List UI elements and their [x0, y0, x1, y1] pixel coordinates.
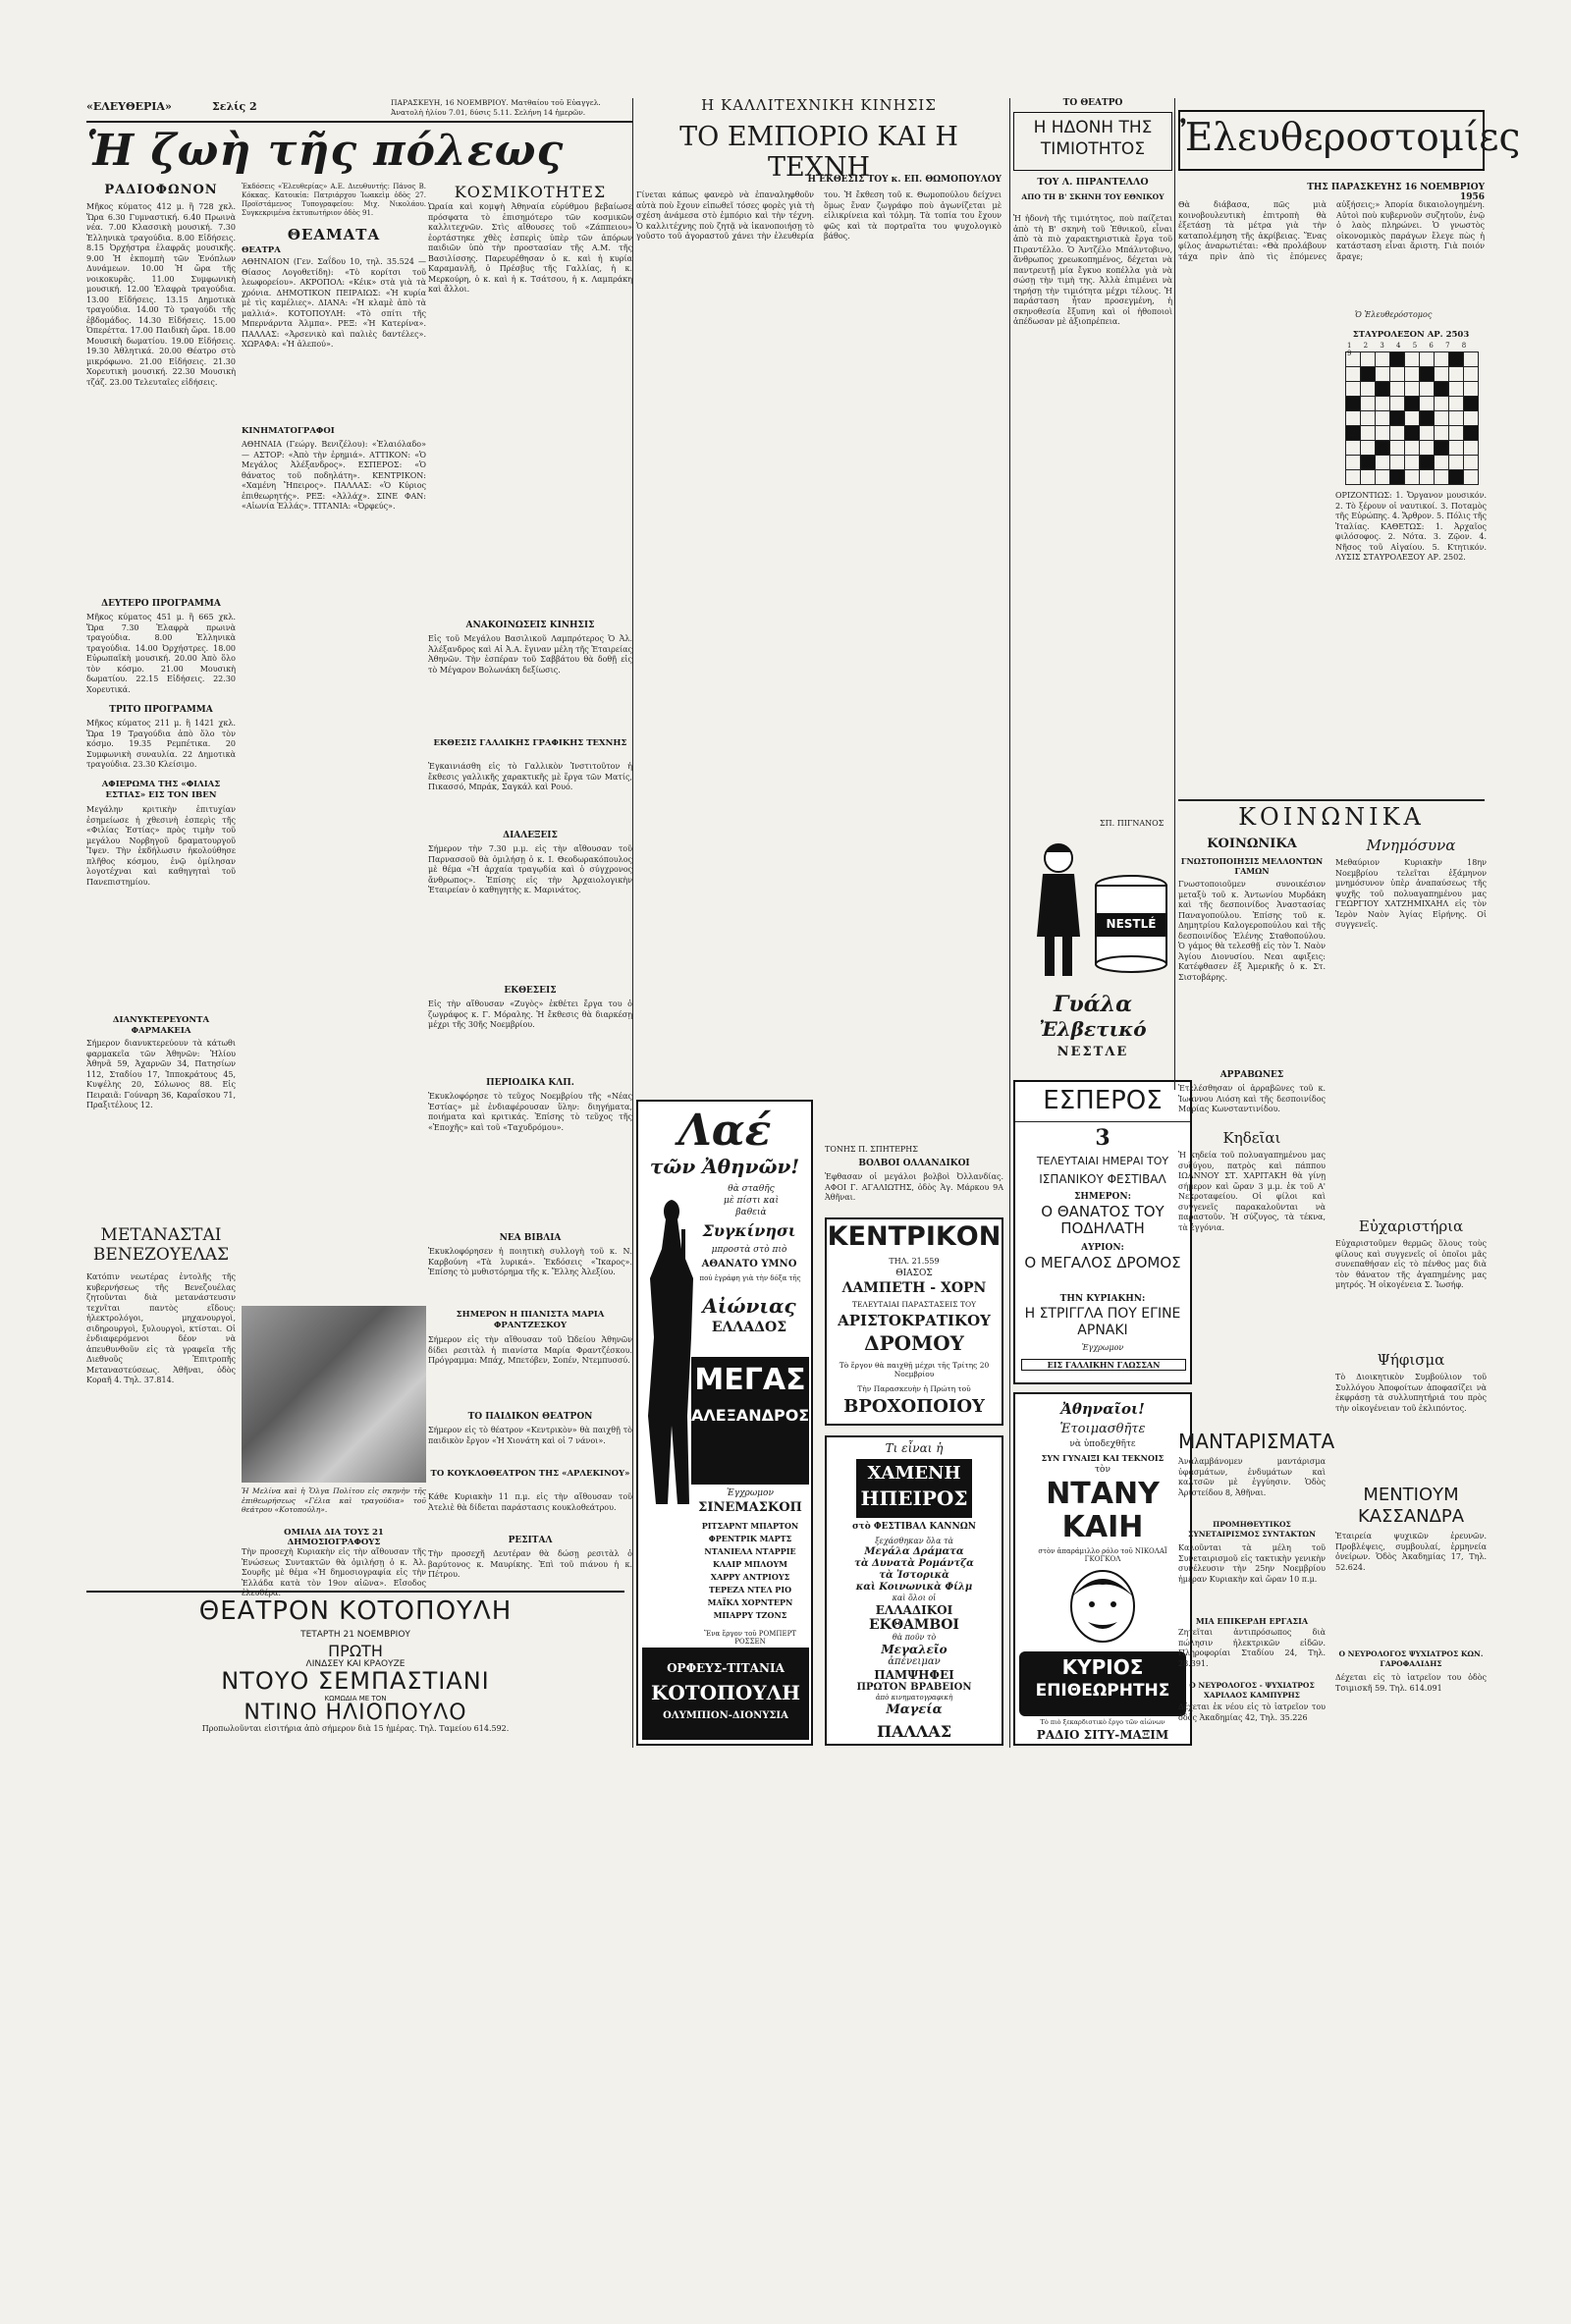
- cast-member: ΜΠΑΡΡΥ ΤΖΟΝΣ: [713, 1610, 787, 1620]
- periodicals-heading: ΠΕΡΙΟΔΙΚΑ ΚΛΠ.: [486, 1078, 574, 1088]
- inspector-l5: στὸν ἀπαράμιλλο ρόλο τοῦ ΝΙΚΟΛΑΪ ΓΚΟΓΚΟΛ: [1038, 1547, 1167, 1563]
- medium-ad-heading: ΜΕΝΤΙΟΥΜ ΚΑΣΣΑΝΔΡΑ: [1357, 1485, 1465, 1527]
- weddings-heading: ΓΝΩΣΤΟΠΟΙΗΣΙΣ ΜΕΛΛΟΝΤΩΝ ΓΑΜΩΝ: [1180, 856, 1324, 876]
- ibsen-text: Μεγάλην κριτικὴν ἐπιτυχίαν ἐσημείωσε ἡ χθεσινὴ ἑσπερὶς τῆς «Φιλίας Ἑστίας» πρὸς τιμὴν τοῦ μεγάλου Νορβηγοῦ δραματουργοῦ Ἴψεν. Τὴν ἐκδήλωσιν ἠκολούθησε πλῆθος κόσμου, ἐνῷ ὁμίλησαν λογοτέχναι καὶ καθηγηταὶ τοῦ Πανεπιστημίου.: [86, 805, 236, 887]
- ad-line5: βαθειὰ: [735, 1208, 767, 1217]
- kentrikon-phone: ΤΗΛ. 21.559: [889, 1257, 940, 1266]
- esperos-fest: ΙΣΠΑΝΙΚΟΥ ΦΕΣΤΙΒΑΛ: [1039, 1172, 1166, 1186]
- second-program-text: Μῆκος κύματος 451 μ. ἢ 665 χκλ. Ὥρα 7.30 Ἐλαφρὰ πρωινὰ τραγούδια. 8.00 Ἑλληνικὰ τραγούδια. 14.00 Ὀρχήστρες. 18.00 Εὐρωπαϊκὴ μουσική. 20.00 Ἀπὸ ὅλο τὸν κόσμο. 21.00 Μουσικὴ δωματίου. 22.15 Εἰδήσεις. 22.30 Χορευτικά.: [86, 613, 236, 694]
- kids-theatre-heading: ΤΟ ΠΑΙΔΙΚΟΝ ΘΕΑΤΡΟΝ: [467, 1412, 593, 1422]
- lost-question: Τι εἶναι ἡ: [885, 1441, 944, 1455]
- pharmacy-text: Σήμερον διανυκτερεύουν τὰ κάτωθι φαρμακεῖα τῶν Ἀθηνῶν: Ἡλίου Ἀθηνᾶ 59, Ἀχαρνῶν 34, Πατησίων 112, Σταδίου 17, Ἱπποκράτους 45, Κυψέλης 20, Σόλωνος 88. Εἰς Πειραιᾶ: Γούναρη 36, Καραΐσκου 71, Πραξιτέλους 12.: [86, 1039, 236, 1109]
- lost-line: καὶ Κοινωνικὰ Φίλμ: [855, 1582, 973, 1593]
- exhibitions-text: Εἰς τὴν αἴθουσαν «Ζυγὸς» ἐκθέτει ἔργα του ὁ ζωγράφος κ. Γ. Μόραλης. Ἡ ἔκθεσις θὰ διαρκέσῃ μέχρι τῆς 30ῆς Νοεμβρίου.: [428, 1000, 632, 1029]
- ad-film-title-2: ΑΛΕΞΑΝΔΡΟΣ: [691, 1406, 810, 1425]
- great-alexander-ad: [636, 1100, 813, 1746]
- ad-color: Ἐγχρωμον: [727, 1488, 774, 1498]
- page-label: Σελίς 2: [212, 100, 257, 113]
- kotopouli-premiere: ΠΡΩΤΗ: [328, 1642, 383, 1660]
- inspector-l3: ΣΥΝ ΓΥΝΑΙΞΙ ΚΑΙ ΤΕΚΝΟΙΣ: [1041, 1453, 1165, 1463]
- nestle-brand: NESTLÉ: [1106, 917, 1157, 931]
- ibsen-heading: ΑΦΙΕΡΩΜΑ ΤΗΣ «ΦΙΛΙΑΣ ΕΣΤΙΑΣ» ΕΙΣ ΤΟΝ ΙΒΕΝ: [101, 780, 221, 800]
- theatre-review-text: Ἡ ἡδονὴ τῆς τιμιότητος, ποὺ παίζεται ἀπὸ τὴ Β' σκηνὴ τοῦ Ἐθνικοῦ, εἶναι ἀπὸ τὰ πιὸ χαρακτηριστικὰ ἔργα τοῦ Πιραντέλλο. Ὁ Ἀντζέλο Μπάλντοβινο, ἄνθρωπος χρεωκοπημένος, δέχεται νὰ παντρευτῇ μία ἔγκυο κοπέλλα γιὰ νὰ σώσῃ τὴν τιμὴ της. Ἀλλὰ ἐπιμένει νὰ τηρήσῃ τὴν τιμιότητα μέχρι τέλους. Ἡ παράσταση ἦταν προσεγμένη, ἡ σκηνοθεσία ἔξυπνη καὶ οἱ ἠθοποιοὶ ἀπέδωσαν μὲ ἀξιοπρέπεια.: [1013, 214, 1172, 326]
- puppet-text: Κάθε Κυριακὴν 11 π.μ. εἰς τὴν αἴθουσαν τοῦ Ἀτελιὲ θὰ δίδεται παράστασις κουκλοθεάτρου.: [428, 1492, 632, 1512]
- lost-line: καὶ ὅλοι οἱ: [892, 1594, 937, 1602]
- art-article-subtitle: Η ΕΚΘΕΣΙΣ ΤΟΥ κ. ΕΠ. ΘΩΜΟΠΟΥΛΟΥ: [807, 175, 1002, 185]
- esperos-film-2: Ο ΜΕΓΑΛΟΣ ΔΡΟΜΟΣ: [1024, 1254, 1181, 1271]
- ad-line8: ΑΘΑΝΑΤΟ ΥΜΝΟ: [701, 1259, 797, 1270]
- exhibitions-heading: ΕΚΘΕΣΕΙΣ: [504, 986, 557, 996]
- lost-festival: στὸ ΦΕΣΤΙΒΑΛ ΚΑΝΝΩΝ: [852, 1522, 976, 1532]
- theatres-text: ΑΘΗΝΑΙΟΝ (Γεν. Σαΐδου 10, τηλ. 35.524 — Θίασος Λογοθετίδη): «Τὸ κορίτσι τοῦ λεωφορείου». ΑΚΡΟΠΟΛ: «Κέικ» στὰ γιὰ τὰ χρόνια. ΔΗΜΟΤΙΚΟΝ ΠΕΙΡΑΙΩΣ: «Ἡ κυρία μὲ τὶς καμέλιες». ΔΙΑΝΑ: «Ἡ κλαμὲ ἀπὸ τὰ μαλλιά». ΚΟΤΟΠΟΥΛΗ: «Τὸ σπίτι τῆς Μπερνάρντα Άλμπα». ΡΕΞ: «Ἡ Κατερίνα». ΠΑΛΛΑΣ: «Ἀρσενικὸ καὶ παλιὲς δαντέλες». ΧΩΡΑΦΑ: «Ἡ ἀλεπού».: [242, 257, 426, 349]
- inspector-l2: νὰ ὑποδεχθῆτε: [1069, 1439, 1136, 1449]
- lost-lines: [827, 1536, 1002, 1717]
- kids-theatre-text: Σήμερον εἰς τὸ θέατρον «Κεντρικὸν» θὰ παιχθῇ τὸ παιδικὸν ἔργον «Ἡ Χιονάτη καὶ οἱ 7 νάνοι».: [428, 1426, 632, 1445]
- kotopouli-theatre-ad: [86, 1591, 624, 1725]
- kotopouli-date: ΤΕΤΑΡΤΗ 21 ΝΟΕΜΒΡΙΟΥ: [300, 1630, 410, 1640]
- cast-member: ΝΤΑΝΙΕΛΑ ΝΤΑΡΡΙΕ: [704, 1546, 796, 1556]
- lectures-heading: ΔΙΑΛΕΞΕΙΣ: [503, 831, 558, 840]
- crossword-heading: ΣΤΑΥΡΟΛΕΞΟΝ ΑΡ. 2503: [1352, 330, 1470, 340]
- inspector-film-1: ΚΥΡΙΟΣ: [1061, 1655, 1144, 1679]
- danny-kaye-portrait: [1058, 1567, 1147, 1646]
- lost-line: ΕΛΛΑΔΙΚΟΙ: [875, 1603, 953, 1617]
- cast-member: ΚΛΑΙΡ ΜΠΛΟΥΜ: [712, 1559, 788, 1569]
- pharmacy-heading: ΔΙΑΝΥΚΤΕΡΕΥΟΝΤΑ ΦΑΡΜΑΚΕΙΑ: [112, 1015, 210, 1036]
- weddings-text: Γνωστοποιοῦμεν συνοικέσιον μεταξὺ τοῦ κ. Ἀντωνίου Μυρδάκη καὶ τῆς δεσποινίδος Ἀναστασίας Παναγοπούλου. Ἐπίσης τοῦ κ. Δημητρίου Καλογεροπούλου καὶ τῆς δεσποινίδος Ἑλένης Σταθοπούλου. Ὁ γάμος θὰ τελεσθῇ εἰς τὸν Ἱ. Ναὸν Ἁγίου Διονυσίου. Νεαι αφιξεις: Κατέφθασεν ἐξ Ἀμερικῆς ὁ κ. Στ. Σιστοβάρης.: [1178, 880, 1326, 982]
- society-text: Ὡραία καὶ κομψὴ Ἀθηναία εὐρύθμου βεβαίωσε πρόσφατα τὸ ἐπισημότερο τῶν κοσμικῶν καλλιτεχνῶν. Στὶς αἴθουσες τοῦ «Ζάππειου» ἑορτάστηκε χθὲς ἑσπερὶς ὑπὲρ τῶν ἀπόρων παιδιῶν ὑπὸ τὴν προστασίαν τῆς Α.Μ. τῆς Βασιλίσσης. Παρευρέθησαν ὁ κ. καὶ ἡ κυρία Καραμανλῆ, ὁ Πρέσβυς τῆς Γαλλίας, ἡ κ. Μερκούρη, ὁ κ. καὶ ἡ κ. Τσάτσου, ἡ κ. Λαμπράκη καὶ ἄλλοι.: [428, 202, 632, 294]
- theatre-section-heading: ΤΟ ΘΕΑΤΡΟ: [1062, 98, 1123, 108]
- third-program-text: Μῆκος κύματος 211 μ. ἢ 1421 χκλ. Ὥρα 19 Τραγούδια ἀπὸ ὅλο τὸν κόσμο. 19.35 Ρεμπέτικα. 20 Συμφωνικὴ συναυλία. 22 Δημοτικὰ τραγούδια. 23.30 Κλείσιμο.: [86, 719, 236, 769]
- memorials-text: Μεθαύριον Κυριακὴν 18ην Νοεμβρίου τελεῖται ἑξάμηνον μνημόσυνον ὑπὲρ ἀναπαύσεως τῆς ψυχῆς τοῦ πολυαγαπημένου μας ΓΕΩΡΓΙΟΥ ΧΑΤΖΗΜΙΧΑΗΛ εἰς τὸν Ἱερὸν Ναὸν Ἁγίας Εἰρήνης. Οἱ συγγενεῖς.: [1335, 858, 1487, 929]
- doctor2-heading: Ο ΝΕΥΡΟΛΟΓΟΣ ΨΥΧΙΑΤΡΟΣ ΚΩΝ. ΓΑΡΟΦΑΛΙΔΗΣ: [1338, 1649, 1484, 1668]
- kentrikon-final: ΤΕΛΕΥΤΑΙΑΙ ΠΑΡΑΣΤΑΣΕΙΣ ΤΟΥ: [851, 1300, 977, 1309]
- ad-line9: πού ἐγράφη γιὰ τὴν δόξα τῆς: [699, 1274, 801, 1282]
- thanks-text: Εὐχαριστοῦμεν θερμῶς ὅλους τοὺς φίλους καὶ συγγενεῖς οἱ ὁποῖοι μᾶς συνεπαθήσαν εἰς τὸ πένθος μας διὰ τὸν θάνατον τῆς ἀγαπημένης μας μητρός. Ἡ οἰκογένεια Σ. Ἰωσήφ.: [1335, 1239, 1487, 1289]
- lost-line: ΕΚΘΑΜΒΟΙ: [869, 1617, 959, 1633]
- kotopouli-star: ΝΤΙΝΟ ΗΛΙΟΠΟΥΛΟ: [244, 1701, 467, 1725]
- nestle-line2: Ἐλβετικό: [1039, 1017, 1147, 1041]
- esperos-number: 3: [1095, 1125, 1111, 1151]
- cinemas-heading: ΚΙΝΗΜΑΤΟΓΡΑΦΟΙ: [242, 426, 335, 436]
- inspector-general-ad: [1013, 1392, 1192, 1746]
- lecture-heading: ΟΜΙΛΙΑ ΔΙΑ ΤΟΥΣ 21 ΔΗΜΟΣΙΟΓΡΑΦΟΥΣ: [284, 1528, 384, 1547]
- job-heading: ΜΙΑ ΕΠΙΚΕΡΔΗ ΕΡΓΑΣΙΑ: [1195, 1616, 1309, 1626]
- esperos-tomorrow: ΑΥΡΙΟΝ:: [1081, 1243, 1124, 1253]
- lost-title-2: ΗΠΕΙΡΟΣ: [860, 1486, 968, 1510]
- kentrikon-note: Τὸ ἔργον θὰ παιχθῇ μέχρι τῆς Τρίτης 20 Νοεμβρίου: [839, 1361, 990, 1378]
- ad-cinema-block: [642, 1648, 809, 1740]
- lost-title-1: ΧΑΜΕΝΗ: [867, 1463, 961, 1484]
- puppet-heading: ΤΟ ΚΟΥΚΛΟΘΕΑΤΡΟΝ ΤΗΣ «ΑΡΛΕΚΙΝΟΥ»: [430, 1469, 630, 1479]
- social-sub: ΚΟΙΝΩΝΙΚΑ: [1207, 837, 1297, 851]
- ad-lae: Λαέ: [677, 1106, 772, 1156]
- cooperative-text: Καλοῦνται τὰ μέλη τοῦ Συνεταιρισμοῦ εἰς τακτικὴν γενικὴν συνέλευσιν τὴν 25ην Νοεμβρίου ἡμέραν Κυριακὴν καὶ ὥραν 10 π.μ.: [1178, 1543, 1326, 1584]
- cast-member: ΜΑΪΚΛ ΧΟΡΝΤΕΡΝ: [707, 1597, 793, 1607]
- kotopouli-authors: ΛΙΝΔΣΕΥ ΚΑΙ ΚΡΑΟΥΖΕ: [305, 1659, 406, 1669]
- kentrikon-play-2: ΔΡΟΜΟΥ: [864, 1331, 964, 1355]
- announcements-text: Εἰς τοῦ Μεγάλου Βασιλικοῦ Λαμπρότερος Ὁ Ἀλ. Ἀλέξανδρος καὶ Αἱ Ἀ.Α. ἔγιναν μέλη τῆς Ἑταιρείας Ἀθηνῶν. Τὴν ἑσπέραν τοῦ Σαββάτου θὰ δοθῇ εἰς τὸ Μέγαρον Βολωνάκη δεξίωσις.: [428, 634, 632, 675]
- inspector-film-block: [1019, 1651, 1186, 1716]
- medium-ad-text: Ἑταιρεία ψυχικῶν ἐρευνῶν. Προβλέψεις, συμβουλαί, ἑρμηνεία ὀνείρων. Ὁδὸς Ἀκαδημίας 17, Τηλ. 52.624.: [1335, 1532, 1487, 1572]
- art-article-signature: ΤΟΝΗΣ Π. ΣΠΗΤΕΡΗΣ: [825, 1145, 918, 1154]
- lost-line: τὰ Δυνατὰ Ρομάντζα: [854, 1558, 974, 1569]
- kentrikon-next: Τὴν Παρασκευὴν ἡ Πρώτη τοῦ: [857, 1384, 971, 1393]
- esperos-cinema-ad: [1013, 1080, 1192, 1384]
- pianist-heading: ΣΗΜΕΡΟΝ Η ΠΙΑΝΙΣΤΑ ΜΑΡΙΑ ΦΡΑΝΤΖΕΣΚΟΥ: [456, 1310, 605, 1330]
- thanks-heading: Εὐχαριστήρια: [1358, 1217, 1464, 1235]
- lost-line: ΠΡΩΤΟΝ ΒΡΑΒΕΙΟΝ: [856, 1682, 972, 1693]
- free-speech-box: [1178, 110, 1521, 171]
- cast-member: ΡΙΤΣΑΡΝΤ ΜΠΑΡΤΟΝ: [701, 1521, 799, 1531]
- kentrikon-play-1: ΑΡΙΣΤΟΚΡΑΤΙΚΟΥ: [838, 1312, 991, 1329]
- shows-heading: ΘΕΑΜΑΤΑ: [287, 226, 381, 243]
- ad-line7: μπροστὰ στὸ πιὸ: [711, 1245, 787, 1255]
- crossword-clues: ΟΡΙΖΟΝΤΙΩΣ: 1. Ὄργανον μουσικόν. 2. Τὸ ξέρουν οἱ ναυτικοί. 3. Ποταμὸς τῆς Εὐρώπης. 4. Ἄρθρον. 5. Πόλις τῆς Ἰταλίας. ΚΑΘΕΤΩΣ: 1. Ἀρχαῖος φιλόσοφος. 2. Νότα. 3. Ζῷον. 4. Νῆσος τοῦ Αἰγαίου. 5. Κτητικόν. ΛΥΣΙΣ ΣΤΑΥΡΟΛΕΞΟΥ ΑΡ. 2502.: [1335, 491, 1487, 562]
- inspector-star-2: ΚΑΙΗ: [1061, 1510, 1144, 1544]
- art-section-heading: Η ΚΑΛΛΙΤΕΧΝΙΚΗ ΚΙΝΗΣΙΣ: [701, 96, 937, 114]
- paper-name: «ΕΛΕΥΘΕΡΙΑ»: [86, 100, 172, 113]
- ad-scope: ΣΙΝΕΜΑΣΚΟΠ: [698, 1500, 802, 1515]
- inspector-l1: Ἑτοιμασθῆτε: [1059, 1422, 1146, 1436]
- migrants-heading: ΜΕΤΑΝΑΣΤΑΙ ΒΕΝΕΖΟΥΕΛΑΣ: [92, 1225, 230, 1265]
- esperos-name: ΕΣΠΕΡΟΣ: [1043, 1086, 1163, 1115]
- ad-cast-list: [691, 1520, 809, 1622]
- theatre-scene-photo: [242, 1306, 426, 1483]
- periodicals-text: Ἐκυκλοφόρησε τὸ τεῦχος Νοεμβρίου τῆς «Νέας Ἑστίας» μὲ ἐνδιαφέρουσαν ὕλην: διηγήματα, ποιήματα καὶ κριτικάς. Ἐπίσης τὸ τεῦχος τῆς «Ἐποχῆς» καὶ τοῦ «Ταχυδρόμου».: [428, 1092, 632, 1132]
- child-illustration: [1023, 838, 1092, 986]
- esperos-language: ΕΙΣ ΓΑΛΛΙΚΗΝ ΓΛΩΣΣΑΝ: [1021, 1359, 1186, 1371]
- resolution-text: Τὸ Διοικητικὸν Συμβούλιον τοῦ Συλλόγου Ἀποφοίτων ἀποφασίζει νὰ ἐκφράσῃ τὰ συλλυπητήριά του πρὸς τὴν οἰκογένειαν τοῦ ἐκλιπόντος.: [1335, 1373, 1487, 1413]
- lost-line: Μαγεία: [886, 1702, 943, 1717]
- lost-line: ΠΑΜΨΗΦΕΙ: [874, 1668, 954, 1682]
- lectures-text: Σήμερον τὴν 7.30 μ.μ. εἰς τὴν αἴθουσαν τοῦ Παρνασσοῦ θὰ ὁμιλήσῃ ὁ κ. Ι. Θεοδωρακόπουλος μὲ θέμα «Ἡ ἀρχαία τραγῳδία καὶ ὁ σύγχρονος ἄνθρωπος». Ἐπίσης εἰς τὴν Ἀρχαιολογικὴν Ἑταιρείαν ὁ καθηγητὴς κ. Μαρινάτος.: [428, 844, 632, 894]
- theatre-review-title: Η ΗΔΟΝΗ ΤΗΣ ΤΙΜΙΟΤΗΤΟΣ: [1033, 118, 1153, 159]
- ad-line4: μὲ πίστι καὶ: [723, 1196, 779, 1206]
- migrants-text: Κατόπιν νεωτέρας ἐντολῆς τῆς κυβερνήσεως τῆς Βενεζουέλας ζητοῦνται διὰ μετανάστευσιν τεχνῖται παντὸς εἴδους: ἠλεκτρολόγοι, μηχανουργοὶ, σιδηρουργοὶ, ξυλουργοὶ, κτίσται. Οἱ ἐνδιαφερόμενοι δέον νὰ ἀπευθυνθοῦν εἰς τὰ γραφεῖα τῆς Διεθνοῦς Ἐπιτροπῆς Μεταναστεύσεως. Ἀθῆναι, ὁδὸς Κοραῆ 4. Τηλ. 37.814.: [86, 1272, 236, 1384]
- kotopouli-play-title: ΝΤΟΥΟ ΣΕΜΠΑΣΤΙΑΝΙ: [221, 1667, 490, 1695]
- new-books-text: Ἐκυκλοφόρησεν ἡ ποιητικὴ συλλογὴ τοῦ κ. Ν. Καρβούνη «Τὰ λυρικά». Ἐκδόσεις «Ἴκαρος». Ἐπίσης τὸ μυθιστόρημα τῆς κ. Ἔλλης Ἀλεξίου.: [428, 1247, 632, 1276]
- radio-text: Μῆκος κύματος 412 μ. ἢ 728 χκλ. Ὥρα 6.30 Γυμναστική. 6.40 Πρωινὰ νέα. 7.00 Κλασσικὴ μουσική. 7.30 Ἑλληνικὰ τραγούδια. 8.00 Εἰδήσεις. 8.15 Ὀρχήστρα ἐλαφρᾶς μουσικῆς. 9.00 Ἡ ἐκπομπὴ τῶν Ἐνόπλων Δυνάμεων. 10.00 Ἡ ὥρα τῆς νοικοκυρᾶς. 11.00 Συμφωνικὴ μουσική. 12.00 Ἑλαφρὰ τραγούδια. 13.00 Εἰδήσεις. 13.15 Δημοτικὰ τραγούδια. 14.00 Τὸ τραγούδι τῆς ἑβδομάδος. 14.30 Εἰδήσεις. 15.00 Ὁπερέττα. 17.00 Παιδικὴ ὥρα. 18.00 Μουσικὴ δωματίου. 19.00 Εἰδήσεις. 19.30 Ἀθλητικά. 20.00 Θέατρο στὸ μικρόφωνο. 21.00 Εἰδήσεις. 21.30 Χορευτικὴ μουσική. 22.30 Μουσικὴ τζάζ. 23.00 Τελευταῖες εἰδήσεις.: [86, 202, 236, 387]
- city-life-heading: Ἡ ζωὴ τῆς πόλεως: [86, 126, 565, 176]
- ad-film-block: [691, 1357, 809, 1485]
- radio-heading: ΡΑΔΙΟΦΩΝΟΝ: [104, 183, 218, 197]
- resolution-heading: Ψήφισμα: [1377, 1351, 1445, 1369]
- inspector-film-2: ΕΠΙΘΕΩΡΗΤΗΣ: [1035, 1681, 1170, 1701]
- kotopouli-box-office: Προπωλοῦνται εἰσιτήρια ἀπὸ σήμερον διὰ 15 ἡμέρας. Τηλ. Ταμείου 614.592.: [201, 1724, 510, 1733]
- lost-title-block: [856, 1459, 972, 1518]
- ad-athenians: τῶν Ἀθηνῶν!: [649, 1155, 800, 1178]
- esperos-today: ΣΗΜΕΡΟΝ:: [1074, 1192, 1131, 1202]
- memorials-heading: Μνημόσυνα: [1366, 837, 1456, 854]
- esperos-film-1: Ο ΘΑΝΑΤΟΣ ΤΟΥ ΠΟΔΗΛΑΤΗ: [1041, 1203, 1165, 1237]
- cast-member: ΤΕΡΕΖΑ ΝΤΕΛ ΡΙΟ: [708, 1585, 792, 1594]
- lost-line: θὰ ποῦν τὸ: [892, 1633, 937, 1642]
- social-title: ΚΟΙΝΩΝΙΚΑ: [1238, 803, 1425, 831]
- esperos-color: Ἐγχρωμον: [1081, 1343, 1124, 1352]
- ad-cinema-2: ΚΟΤΟΠΟΥΛΗ: [650, 1681, 801, 1704]
- theatre-review-signature: ΣΠ. ΠΙΓΝΑΝΟΣ: [1100, 819, 1165, 828]
- pianist-text: Σήμερον εἰς τὴν αἴθουσαν τοῦ Ὠδείου Ἀθηνῶν δίδει ρεσιτὰλ ἡ πιανίστα Μαρία Φραντζέσκου. Πρόγραμμα: Μπάχ, Μπετόβεν, Σοπέν, Ντεμπυσσύ.: [428, 1335, 632, 1365]
- funerals-heading: Κηδεῖαι: [1222, 1129, 1281, 1147]
- darning-heading: ΜΑΝΤΑΡΙΣΜΑΤΑ: [1178, 1430, 1335, 1453]
- inspector-note: Τὸ πιὸ ξεκαρδιστικὸ ἔργο τῶν αἰώνων: [1040, 1718, 1165, 1726]
- funerals-text: Ἡ κηδεία τοῦ πολυαγαπημένου μας συζύγου, πατρὸς καὶ πάππου ΙΩΑΝΝΟΥ ΣΤ. ΧΑΡΙΤΑΚΗ θὰ γίνῃ σήμερον καὶ ὥραν 3 μ.μ. ἐκ τοῦ Α' Νεκροταφείου. Οἱ φίλοι καὶ συγγενεῖς παρακαλοῦνται νὰ παραστοῦν. Ἡ σύζυγος, τὰ τέκνα, τὰ ἐγγόνια.: [1178, 1151, 1326, 1232]
- theatre-title-box: [1013, 112, 1172, 171]
- ad-cinema-3: ΟΛΥΜΠΙΟΝ-ΔΙΟΝΥΣΙΑ: [663, 1710, 788, 1721]
- ad-line6: Συγκίνησι: [702, 1221, 796, 1240]
- lost-line: Μεγάλα Δράματα: [864, 1546, 964, 1557]
- lost-line: Μεγαλεῖο: [881, 1643, 948, 1656]
- nestle-line1: Γυάλα: [1053, 992, 1133, 1017]
- lost-line: ἀπὸ κινηματογραφικὴ: [875, 1694, 953, 1702]
- announcements-heading: ΑΝΑΚΟΙΝΩΣΕΙΣ ΚΙΝΗΣΙΣ: [465, 621, 595, 630]
- kentrikon-theatre-ad: [825, 1217, 1003, 1426]
- inspector-hi: Ἀθηναῖοι!: [1060, 1400, 1145, 1418]
- ad-line10: Αἰώνιας: [702, 1294, 796, 1318]
- doctor1-text: Δέχεται ἐκ νέου εἰς τὸ ἰατρεῖον του ὁδὸς Ἀκαδημίας 42, Τηλ. 35.226: [1178, 1702, 1326, 1722]
- kentrikon-name: ΚΕΝΤΡΙΚΟΝ: [827, 1221, 1002, 1252]
- theatre-review-sub: ΑΠΟ ΤΗ Β' ΣΚΗΝΗ ΤΟΥ ΕΘΝΙΚΟΥ: [1021, 192, 1165, 201]
- free-speech-dateline: ΤΗΣ ΠΑΡΑΣΚΕΥΗΣ 16 ΝΟΕΜΒΡΙΟΥ 1956: [1307, 183, 1485, 202]
- recital-heading: ΡΕΣΙΤΑΛ: [508, 1536, 553, 1545]
- lecture-text: Τὴν προσεχὴ Κυριακὴν εἰς τὴν αἴθουσαν τῆς Ἑνώσεως Συντακτῶν θὰ ὁμιλήσῃ ὁ κ. Ἀλ. Σουρῆς μὲ θέμα «Ἡ δημοσιογραφία εἰς τὴν Ἑλλάδα κατὰ τὸν 19ον αἰῶνα». Εἴσοδος ἐλευθέρα.: [242, 1547, 426, 1597]
- cinemas-text: ΑΘΗΝΑΙΑ (Γεώργ. Βενιζέλου): «Ἐλαιόλαδο» — ΑΣΤΟΡ: «Ἀπὸ τὴν ἐρημιά». ΑΤΤΙΚΟΝ: «Ὁ Μεγάλος Ἀλέξανδρος». ΕΣΠΕΡΟΣ: «Ὁ θάνατος τοῦ ποδηλάτη». ΚΕΝΤΡΙΚΟΝ: «Χαμένη Ἤπειρος». ΠΑΛΛΑΣ: «Ὁ Κύριος ἐπιθεωρητής». ΡΕΞ: «Ἀλλάχ». ΣΙΝΕ ΦΑΝ: «Αἰωνία Ἑλλάς». ΤΙΤΑΝΙΑ: «Ὀρφεύς».: [242, 440, 426, 511]
- ad-line3: θὰ σταθῆς: [728, 1184, 775, 1194]
- french-art-text: Ἐγκαινιάσθη εἰς τὸ Γαλλικὸν Ἰνστιτοῦτον ἡ ἔκθεσις γαλλικῆς χαρακτικῆς μὲ ἔργα τῶν Ματίς, Πικασσό, Μπράκ, Σαγκάλ καὶ Ρουό.: [428, 762, 632, 791]
- lost-line: τὰ Ἱστορικὰ: [879, 1570, 949, 1581]
- second-program-heading: ΔΕΥΤΕΡΟ ΠΡΟΓΡΑΜΜΑ: [101, 599, 221, 609]
- free-speech-title: Ἐλευθεροστομίες: [1180, 116, 1521, 160]
- ad-credit: Ἕνα ἔργον τοῦ ΡΟΜΠΕΡΤ ΡΟΣΣΕΝ: [704, 1630, 796, 1646]
- city-life-title: [86, 124, 565, 181]
- society-heading: ΚΟΣΜΙΚΟΤΗΤΕΣ: [454, 183, 607, 201]
- ad-cinema-1: ΟΡΦΕΥΣ-ΤΙΤΑΝΙΑ: [667, 1661, 785, 1675]
- ad-line11: ΕΛΛΑΔΟΣ: [711, 1320, 787, 1335]
- job-text: Ζητεῖται ἀντιπρόσωπος διὰ πώλησιν ἠλεκτρικῶν εἰδῶν. Πληροφορίαι Σταδίου 24, Τηλ. 28.391.: [1178, 1628, 1326, 1668]
- lost-pallas: ΠΑΛΛΑΣ: [876, 1722, 952, 1741]
- cast-member: ΧΑΡΡΥ ΑΝΤΡΙΟΥΣ: [710, 1572, 790, 1582]
- kotopouli-title: ΘΕΑΤΡΟΝ ΚΟΤΟΠΟΥΛΗ: [198, 1596, 513, 1626]
- nestle-line3: ΝΕΣΤΛΕ: [1056, 1045, 1129, 1059]
- art-article-text: Γίνεται κάπως φανερὸ νὰ ἐπαναληφθοῦν αὐτὰ ποὺ ἔχουν εἰπωθεῖ τόσες φορὲς γιὰ τὴ σχέση ἀνάμεσα στὸ ἐμπόριο καὶ τὴν τέχνη. Ὁ καλλιτέχνης ποὺ ζητᾷ νὰ ἱκανοποιήσῃ τὸ γοῦστο τοῦ ἀγοραστοῦ χάνει τὴν ἐλευθερία του. Ἡ ἔκθεση τοῦ κ. Θωμοπούλου δείχνει ὅμως ἕναν ζωγράφο ποὺ ἀγωνίζεται μὲ εἰλικρίνεια καὶ τόλμη. Τὰ τοπία του ἔχουν φῶς καὶ τὰ πορτραῖτα του ψυχολογικὸ βάθος.: [636, 190, 1002, 241]
- engagements-heading: ΑΡΡΑΒΩΝΕΣ: [1219, 1070, 1284, 1080]
- kotopouli-genre: ΚΩΜΩΔΙΑ ΜΕ ΤΟΝ: [324, 1695, 387, 1702]
- sun-line: Ἀνατολὴ ἡλίου 7.01, δύσις 5.11. Σελήνη 14 ἡμερῶν.: [391, 108, 586, 117]
- kentrikon-troupe: ΘΙΑΣΟΣ: [895, 1269, 933, 1278]
- inspector-star-1: ΝΤΑΝΥ: [1046, 1477, 1160, 1511]
- theatres-subheading: ΘΕΑΤΡΑ: [242, 245, 281, 255]
- crossword-grid: [1345, 351, 1479, 485]
- date-line: ΠΑΡΑΣΚΕΥΗ, 16 ΝΟΕΜΒΡΙΟΥ. Ματθαίου τοῦ Εὐαγγελ.: [391, 98, 601, 107]
- art-article-title: ΤΟ ΕΜΠΟΡΙΟ ΚΑΙ Η ΤΕΧΝΗ: [679, 122, 958, 183]
- ad-film-title-1: ΜΕΓΑΣ: [694, 1363, 806, 1397]
- french-art-heading: ΕΚΘΕΣΙΣ ΓΑΛΛΙΚΗΣ ΓΡΑΦΙΚΗΣ ΤΕΧΝΗΣ: [433, 738, 627, 748]
- third-program-heading: ΤΡΙΤΟ ΠΡΟΓΡΑΜΜΑ: [109, 705, 213, 715]
- inspector-cinema: ΡΑΔΙΟ ΣΙΤΥ-ΜΑΞΙΜ: [1036, 1728, 1169, 1742]
- new-books-heading: ΝΕΑ ΒΙΒΛΙΑ: [499, 1233, 562, 1243]
- lost-line: ξεχάσθηκαν ὅλα τὰ: [875, 1537, 953, 1545]
- publisher-info: Ἐκδόσεις «Ἐλευθερίας» Α.Ε. Διευθυντής: Πάνος Β. Κόκκας. Κατοικία: Πατριάρχου Ἰωακεὶμ ὁδὸς 27. Προϊστάμενος Τυπογραφείου: Μιχ. Νικολάου. Συγκεκριμένα ἐκτυπωτήριον ὁδὸς 91.: [242, 183, 426, 217]
- nestle-ad: [1013, 835, 1172, 1070]
- esperos-days: ΤΕΛΕΥΤΑΙΑΙ ΗΜΕΡΑΙ ΤΟΥ: [1036, 1155, 1169, 1167]
- photo-caption: Ἡ Μελίνα καὶ ἡ Ὄλγα Πολίτου εἰς σκηνὴν τῆς ἐπιθεωρήσεως «Γέλια καὶ τραγούδια» τοῦ θεάτρου «Κοτοπούλη».: [242, 1486, 426, 1514]
- crossword-column-numbers: 1 2 3 4 5 6 7 8 9: [1347, 342, 1472, 357]
- kentrikon-play-3: ΒΡΟΧΟΠΟΙΟΥ: [843, 1396, 985, 1417]
- tulips-text: Ἐφθασαν οἱ μεγάλοι βολβοὶ Ὀλλανδίας. ΑΦΟΙ Γ. ΑΓΑΛΙΩΤΗΣ, ὁδὸς Ἀγ. Μάρκου 9Α Ἀθῆναι.: [825, 1172, 1003, 1202]
- engagements-text: Ἐτελέσθησαν οἱ ἀρραβῶνες τοῦ κ. Ἰωάννου Λιόση καὶ τῆς δεσποινίδος Μαρίας Κωνσταντινίδου.: [1178, 1084, 1326, 1113]
- darning-text: Ἀναλαμβάνομεν μαντάρισμα ὑφασμάτων, ἐνδυμάτων καὶ καλτσῶν μὲ ἐγγύησιν. Ὁδὸς Ἀριστείδου 8, Ἀθῆναι.: [1178, 1457, 1326, 1497]
- lost-continent-ad: [825, 1435, 1003, 1746]
- cast-member: ΦΡΕΝΤΡΙΚ ΜΑΡΤΣ: [708, 1534, 792, 1543]
- kentrikon-actors: ΛΑΜΠΕΤΗ - ΧΟΡΝ: [841, 1280, 987, 1296]
- free-speech-signature: Ὁ Ἐλευθερόστομος: [1355, 310, 1433, 319]
- cooperative-heading: ΠΡΟΜΗΘΕΥΤΙΚΟΣ ΣΥΝΕΤΑΙΡΙΣΜΟΣ ΣΥΝΤΑΚΤΩΝ: [1188, 1520, 1316, 1539]
- doctor2-text: Δέχεται εἰς τὸ ἰατρεῖον του ὁδὸς Τσιμισκῆ 59. Τηλ. 614.091: [1335, 1673, 1487, 1693]
- inspector-l4: τὸν: [1095, 1465, 1111, 1475]
- lost-line: ἀπένειμαν: [888, 1656, 941, 1667]
- esperos-sunday: ΤΗΝ ΚΥΡΙΑΚΗΝ:: [1059, 1294, 1146, 1304]
- free-speech-text: Θὰ διάβασα, πῶς μιὰ κοινοβουλευτικὴ ἐπιτροπὴ θὰ ἐξετάσῃ τὰ μέτρα γιὰ τὴν καταπολέμηση τῆς ἀκρίβειας. Ἕνας φίλος ἀναρωτιέται: «Θὰ προλάβουν τάχα πρὶν ἀπὸ τὶς ἑπόμενες αὐξήσεις;» Ἀπορία δικαιολογημένη. Αὐτοὶ ποὺ κυβερνοῦν συζητοῦν, ἐνῷ ὁ λαὸς πληρώνει. Ὁ γνωστὸς οἰκονομικὸς παράγων ἔλεγε πὼς ἡ κατάσταση εἶναι ἄριστη. Γιὰ ποιόν ἄραγε;: [1178, 200, 1485, 261]
- doctor1-heading: Ο ΝΕΥΡΟΛΟΓΟΣ - ΨΥΧΙΑΤΡΟΣ ΧΑΡΙΛΑΟΣ ΚΑΜΠΥΡΗΣ: [1189, 1681, 1315, 1700]
- esperos-film-3: Η ΣΤΡΙΓΓΛΑ ΠΟΥ ΕΓΙΝΕ ΑΡΝΑΚΙ: [1024, 1306, 1181, 1338]
- recital-text: Τὴν προσεχῆ Δευτέραν θὰ δώσῃ ρεσιτὰλ ὁ βαρύτονος κ. Μαυρίκης. Ἐπὶ τοῦ πιάνου ἡ κ. Πέτρου.: [428, 1549, 632, 1579]
- theatre-review-author: ΤΟΥ Λ. ΠΙΡΑΝΤΕΛΛΟ: [1037, 177, 1149, 188]
- page-header: [86, 98, 636, 120]
- tulips-heading: ΒΟΛΒΟΙ ΟΛΛΑΝΔΙΚΟΙ: [858, 1159, 970, 1168]
